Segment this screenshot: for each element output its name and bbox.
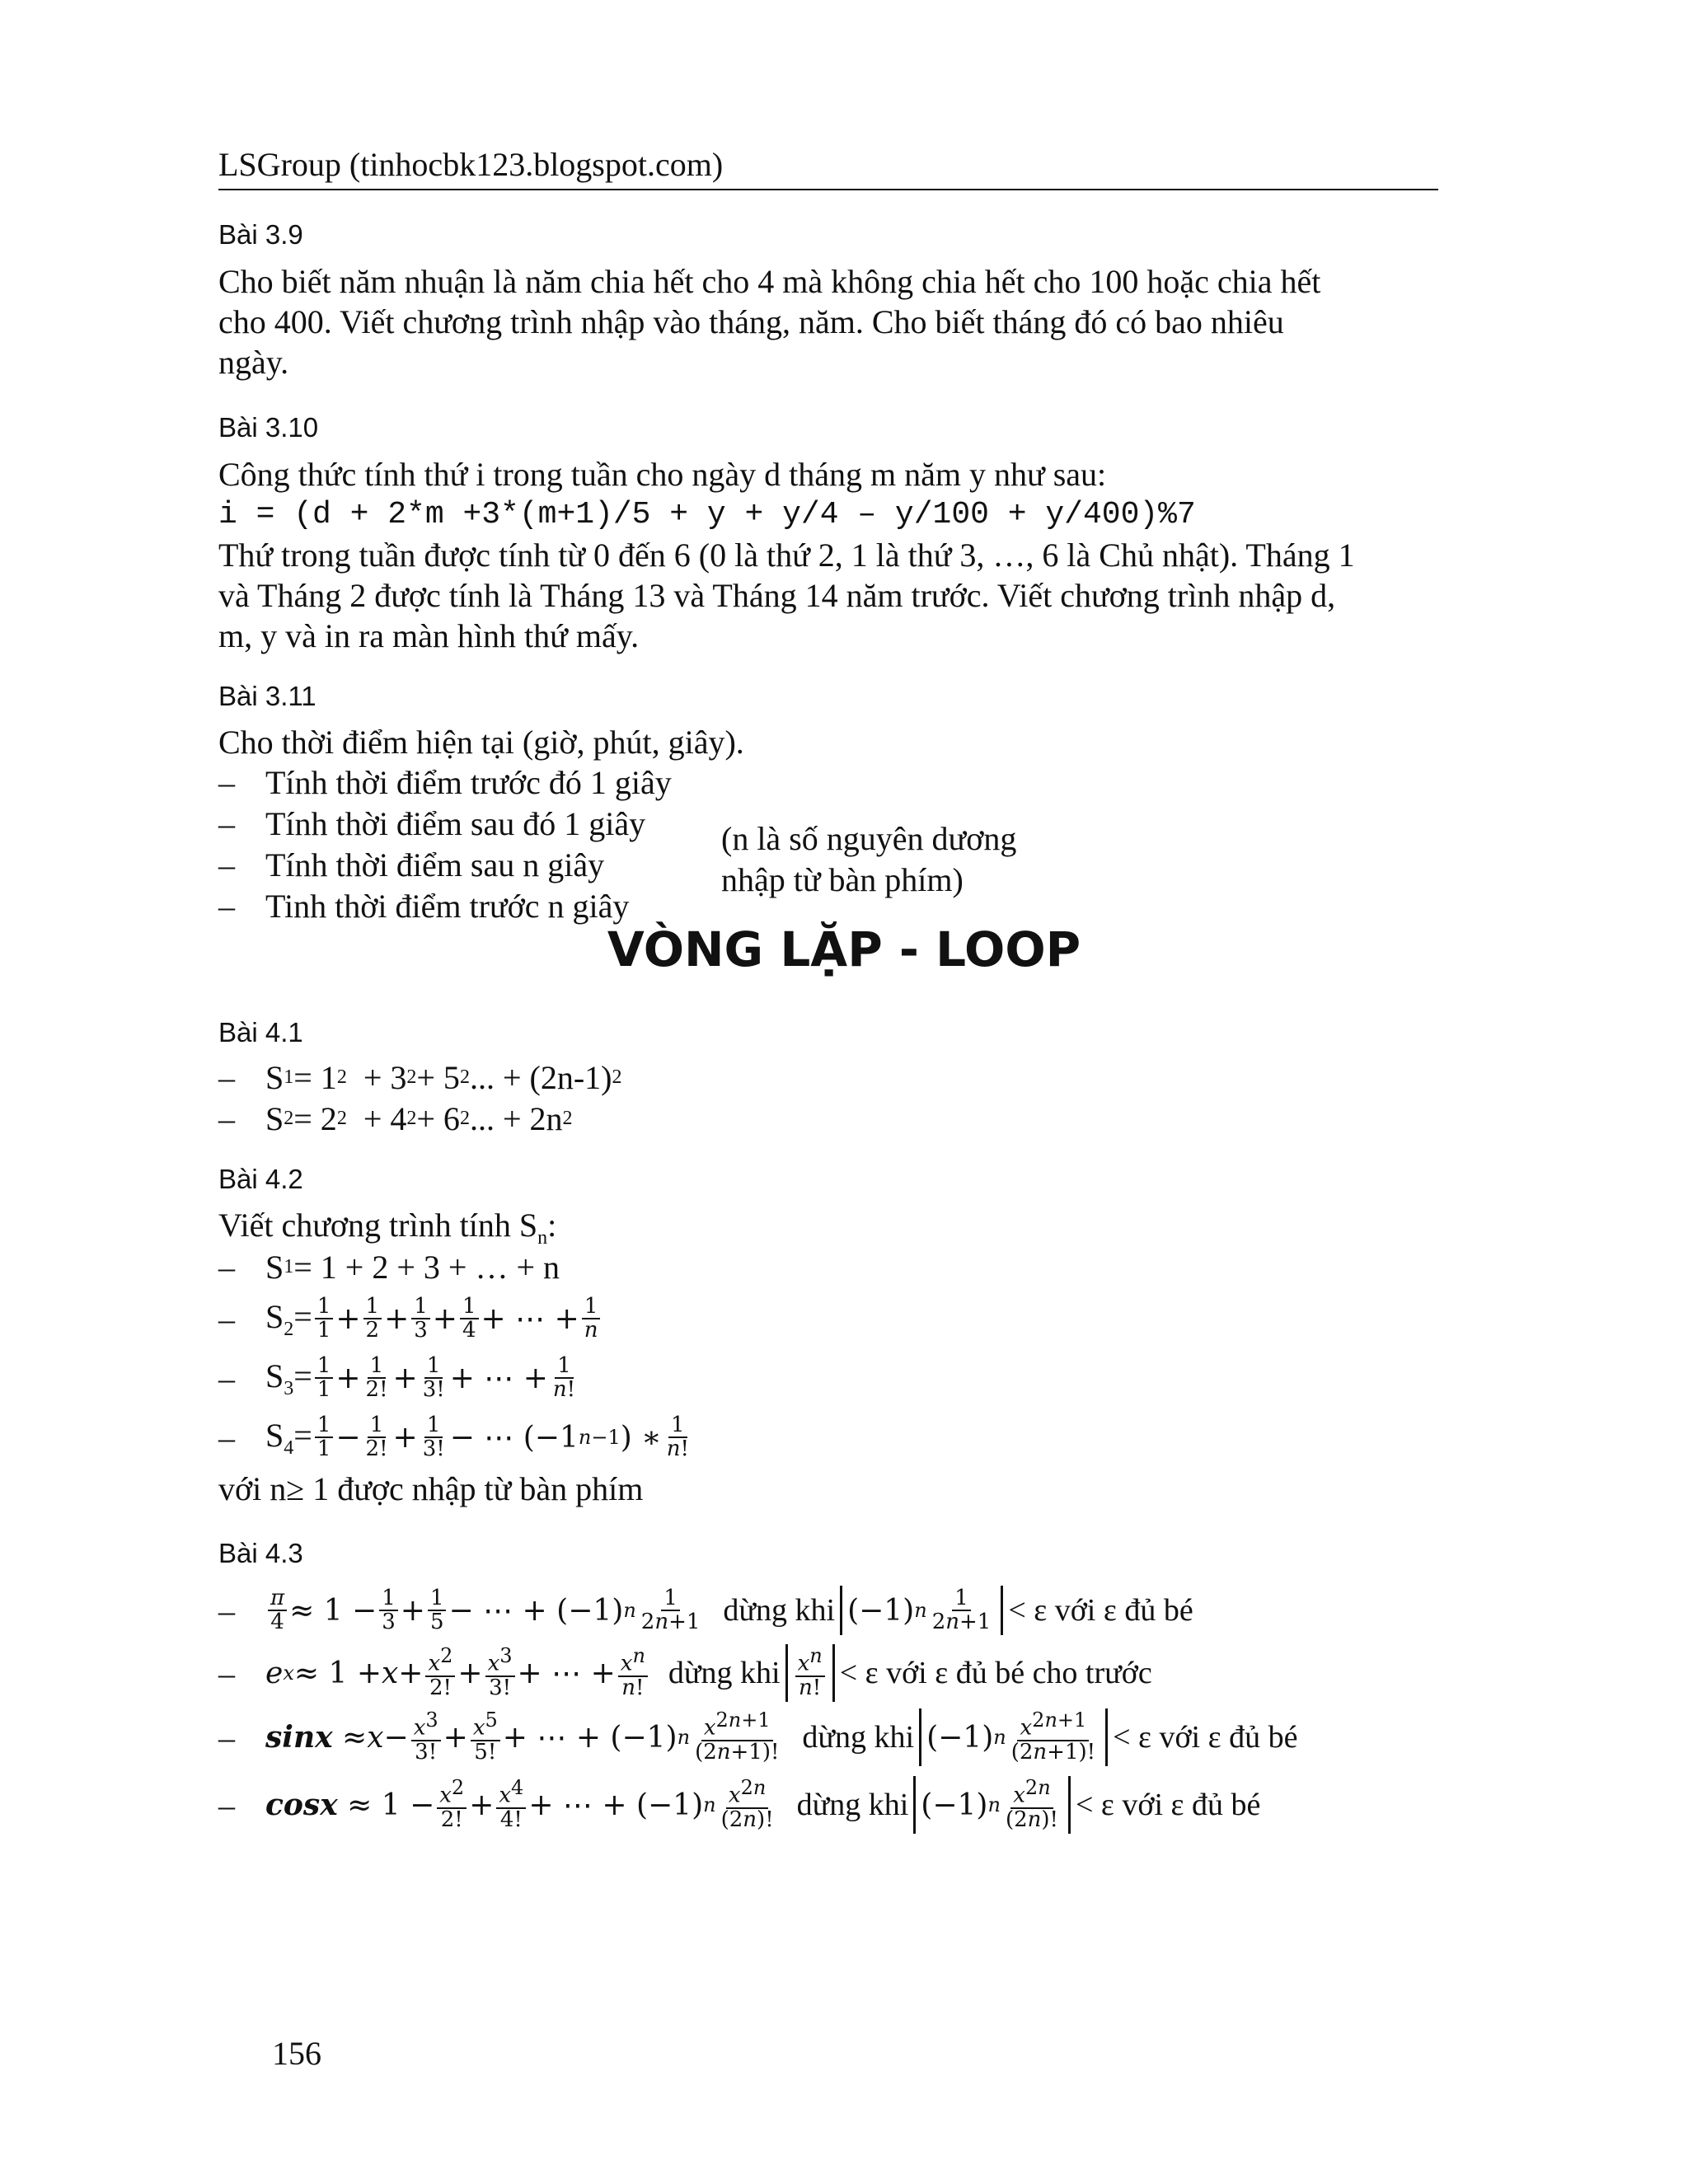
page-header: LSGroup (tinhocbk123.blogspot.com)	[218, 145, 1438, 190]
sum-s1-formula: – S 1 = 1 + 2 + 3 + … + n	[218, 1248, 560, 1286]
sin-series-formula: – sinx ≈ x − $\frac{x^3}{3!}$ + $\frac{x^5}{5!}$ + ⋯ + (−1) n $\frac{x^{2n+1}}{(2n+1)!}$ dừng khi (−1) n $\frac{x^{2n+1}}{(2n+1)!}$ < ε với ε đủ bé	[218, 1708, 1298, 1765]
text-line: cho 400. Viết chương trình nhập vào tháng, năm. Cho biết tháng đó có bao nhiêu	[218, 303, 1284, 340]
text-line: ngày.	[218, 344, 289, 381]
exercise-3-9-text	[218, 261, 1405, 382]
exercise-3-11-list	[218, 762, 672, 927]
exercise-3-11-label: Bài 3.11	[218, 681, 316, 711]
text-line: Công thức tính thứ i trong tuần cho ngày d tháng m năm y như sau:	[218, 456, 1107, 493]
text-line: Cho biết năm nhuận là năm chia hết cho 4 mà không chia hết cho 100 hoặc chia hết	[218, 263, 1321, 300]
formula-code: i = (d + 2*m +3*(m+1)/5 + y + y/4 – y/100 + y/400)%7	[218, 497, 1196, 532]
exercise-3-11-intro: Cho thời điểm hiện tại (giờ, phút, giây).	[218, 724, 744, 761]
text-line: Thứ trong tuần được tính từ 0 đến 6 (0 là thứ 2, 1 là thứ 3, …, 6 là Chủ nhật). Tháng 1	[218, 537, 1355, 574]
exercise-4-2-intro: Viết chương trình tính $S_n$:	[218, 1207, 557, 1249]
exercise-4-2-outro: với n≥ 1 được nhập từ bàn phím	[218, 1470, 644, 1507]
sum-s2-formula: – $S_2=$ $\frac{1}{1}$ + $\frac{1}{2}$ + $\frac{1}{3}$ + $\frac{1}{4}$ + ⋯ + $\frac{1}{n}$	[218, 1291, 603, 1347]
cos-series-formula: – cosx ≈ 1 − $\frac{x^2}{2!}$ + $\frac{x^4}{4!}$ + ⋯ + (−1) n $\frac{x^{2n}}{(2n)!}$ dừng khi (−1) n $\frac{x^{2n}}{(2n)!}$ < ε với ε đủ bé	[218, 1776, 1261, 1833]
exercise-3-11-note: (n là số nguyên dương nhập từ bàn phím)	[721, 820, 1017, 898]
text-line: và Tháng 2 được tính là Tháng 13 và Tháng 14 năm trước. Viết chương trình nhập d,	[218, 577, 1336, 614]
pi-series-formula: – $\frac{\pi}{4}$ ≈ 1 − $\frac{1}{3}$ + $\frac{1}{5}$ − ⋯ + (−1) n $\frac{1}{2n+1}$ dừng khi (−1) n $\frac{1}{2n+1}$ < ε với ε đủ bé	[218, 1585, 1193, 1634]
exercise-3-9-label: Bài 3.9	[218, 219, 303, 250]
list-item: – Tính thời điểm sau đó 1 giây	[218, 805, 646, 842]
exercise-4-1-label: Bài 4.1	[218, 1017, 303, 1047]
exercise-3-10-text	[218, 454, 1405, 656]
list-item: – Tính thời điểm sau n giây	[218, 846, 605, 883]
sum-s4-formula: – $S_4=$ $\frac{1}{1}$ − $\frac{1}{2!}$ + $\frac{1}{3!}$ − ⋯ (−1 n−1 ) ∗ $\frac{1}{n!}$	[218, 1412, 689, 1461]
text-line: m, y và in ra màn hình thứ mấy.	[218, 617, 640, 654]
list-item: – Tinh thời điểm trước n giây	[218, 888, 630, 925]
exercise-4-2-label: Bài 4.2	[218, 1164, 303, 1194]
exercise-4-3-label: Bài 4.3	[218, 1538, 303, 1568]
page-number: 156	[272, 2035, 321, 2072]
exercise-3-10-label: Bài 3.10	[218, 412, 319, 443]
sum-s2-formula: – S 2 = 2 2 + 4 2 + 6 2 ... + 2n 2	[218, 1099, 573, 1137]
exp-series-formula: – e x ≈ 1 + x + $\frac{x^2}{2!}$ + $\frac{x^3}{3!}$ + ⋯ + $\frac{x^n}{n!}$ dừng khi $\frac{x^n}{n!}$ < ε với ε đủ bé cho trước	[218, 1644, 1152, 1701]
sum-s3-formula: – $S_3=$ $\frac{1}{1}$ + $\frac{1}{2!}$ + $\frac{1}{3!}$ + ⋯ + $\frac{1}{n!}$	[218, 1352, 576, 1402]
list-item: – Tính thời điểm trước đó 1 giây	[218, 764, 672, 801]
chapter-title: VÒNG LẶP - LOOP	[607, 921, 1081, 977]
sum-s1-formula: – S 1 = 1 2 + 3 2 + 5 2 ... + (2n-1) 2	[218, 1058, 622, 1096]
